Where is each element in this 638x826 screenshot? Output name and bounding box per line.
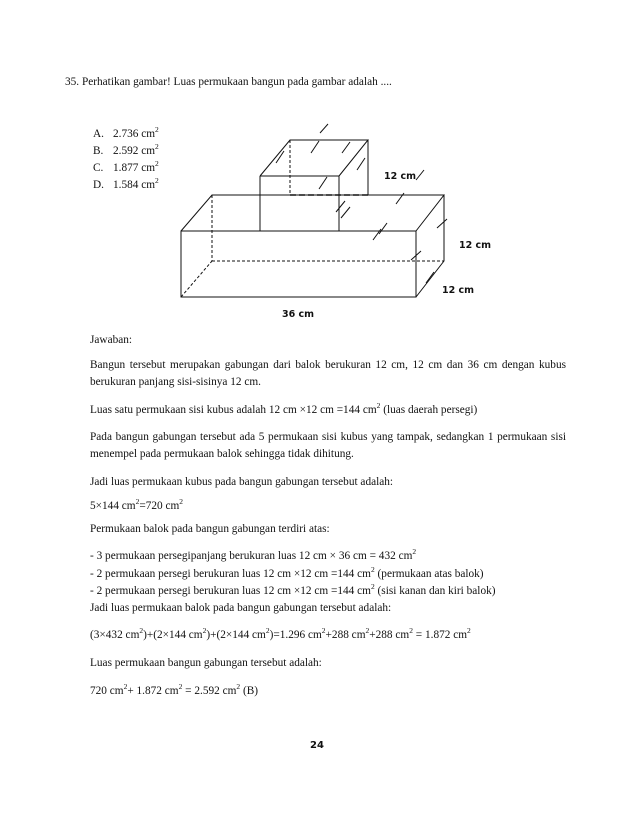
answer-paragraph-1: Bangun tersebut merupakan gabungan dari balok berukuran 12 cm, 12 cm dan 36 cm dengan kubus berukuran panjang sisi-sisinya 12 cm. <box>90 359 566 388</box>
text-run: 5×144 cm <box>90 500 136 512</box>
superscript: 2 <box>412 547 417 557</box>
text-run: )+(2×144 cm <box>143 629 203 641</box>
answer-paragraph-8: Luas permukaan bangun gabungan tersebut adalah: <box>90 657 322 669</box>
box-right-back-edge <box>416 195 444 297</box>
question-text: Perhatikan gambar! Luas permukaan bangun pada gambar adalah .... <box>81 76 392 88</box>
option-letter: C. <box>93 162 104 174</box>
superscript: 2 <box>265 626 270 636</box>
box-hidden-corner-edge <box>181 261 212 297</box>
superscript: 2 <box>179 497 184 507</box>
text-run: - 2 permukaan persegi berukuran luas 12 cm ×12 cm =144 cm <box>90 568 371 580</box>
superscript: 2 <box>139 626 144 636</box>
answer-paragraph-6: Permukaan balok pada bangun gabungan terdiri atas: <box>90 523 330 535</box>
box-height-label: 12 cm <box>442 285 475 296</box>
option-letter: A. <box>93 128 104 140</box>
list-item <box>90 549 416 563</box>
superscript: 2 <box>467 626 471 636</box>
text-run: )=1.296 cm <box>269 629 322 641</box>
option-letter: D. <box>93 179 104 191</box>
text-run: = 2.592 cm <box>182 685 237 697</box>
superscript: 2 <box>123 682 128 692</box>
text-run: - 2 permukaan persegi berukuran luas 12 cm ×12 cm =144 cm <box>90 585 371 597</box>
answer-paragraph-2 <box>90 403 477 417</box>
text-run: = 1.872 cm <box>412 629 468 641</box>
text-run: +288 cm <box>325 629 366 641</box>
text-run: (permukaan atas balok) <box>374 568 484 580</box>
final-answer <box>90 684 258 698</box>
option-value: 1.584 cm <box>113 179 156 191</box>
text-run: (luas daerah persegi) <box>380 404 478 416</box>
list-item <box>90 567 484 581</box>
text-run: Luas satu permukaan sisi kubus adalah 12 cm ×12 cm =144 cm <box>90 404 377 416</box>
box-front-face <box>181 231 416 297</box>
superscript: 2 <box>236 682 241 692</box>
text-run: (3×432 cm <box>90 629 140 641</box>
option-value: 2.736 cm <box>113 128 156 140</box>
text-run: - 3 permukaan persegipanjang berukuran luas 12 cm × 36 cm = 432 cm <box>90 550 413 562</box>
question-number: 35. <box>65 76 80 88</box>
list-item <box>90 584 496 598</box>
superscript: 2 <box>321 626 326 636</box>
superscript: 2 <box>178 682 183 692</box>
box-depth-label: 12 cm <box>459 240 492 251</box>
option-sup: 2 <box>155 142 159 152</box>
cube-top-face <box>260 140 368 176</box>
answer-paragraph-3: Pada bangun gabungan tersebut ada 5 permukaan sisi kubus yang tampak, sedangkan 1 permukaan sisi menempel pada permukaan balok sehingga tidak dihitung. <box>90 431 566 460</box>
cube-area-result <box>90 499 183 513</box>
option-value: 2.592 cm <box>113 145 156 157</box>
superscript: 2 <box>365 626 370 636</box>
page-number: 24 <box>310 740 324 751</box>
superscript: 2 <box>376 401 381 411</box>
answer-paragraph-4: Jadi luas permukaan kubus pada bangun gabungan tersebut adalah: <box>90 476 394 488</box>
box-top-face <box>181 195 444 231</box>
superscript: 2 <box>409 626 413 636</box>
text-run: =720 cm <box>139 500 180 512</box>
option-sup: 2 <box>155 159 159 169</box>
superscript: 2 <box>370 582 375 592</box>
answer-heading: Jawaban: <box>90 334 133 346</box>
superscript: 2 <box>135 497 140 507</box>
text-run: )+(2×144 cm <box>206 629 266 641</box>
text-run: +288 cm <box>369 629 410 641</box>
text-run: (sisi kanan dan kiri balok) <box>374 585 496 597</box>
option-sup: 2 <box>155 125 159 135</box>
text-run: 720 cm <box>90 685 124 697</box>
cube-front-face <box>260 176 339 231</box>
cube-side-label: 12 cm <box>384 171 417 182</box>
text-run: (B) <box>240 685 259 697</box>
box-length-label: 36 cm <box>282 309 315 320</box>
option-letter: B. <box>93 145 104 157</box>
answer-paragraph-7: Jadi luas permukaan balok pada bangun gabungan tersebut adalah: <box>90 602 392 614</box>
superscript: 2 <box>370 565 375 575</box>
option-sup: 2 <box>155 176 159 186</box>
superscript: 2 <box>202 626 207 636</box>
option-value: 1.877 cm <box>113 162 156 174</box>
text-run: + 1.872 cm <box>127 685 179 697</box>
box-area-calculation <box>90 628 471 642</box>
